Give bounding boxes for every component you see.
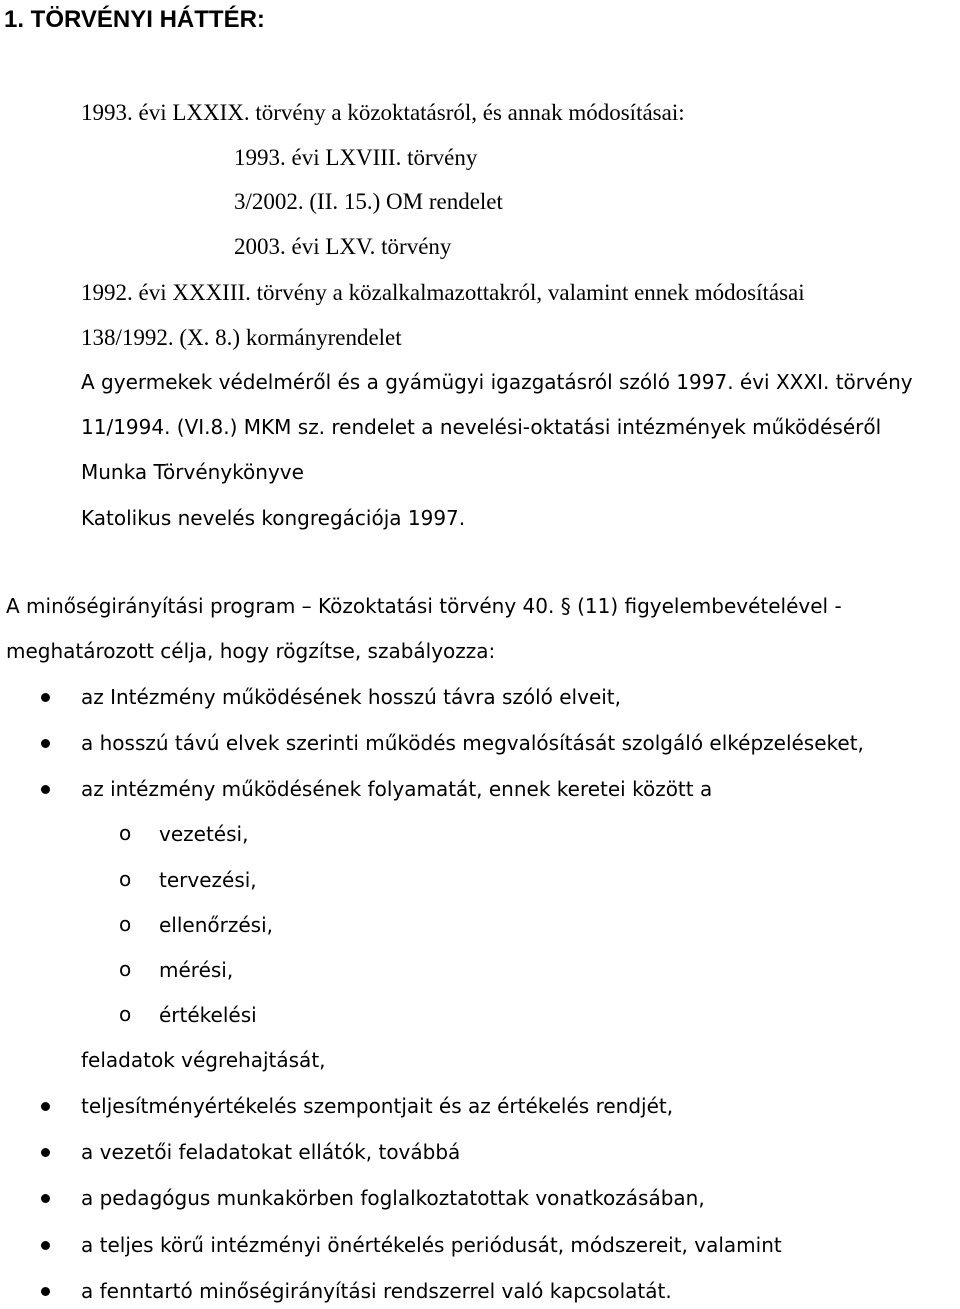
law-sub-item: 1993. évi LXVIII. törvény [234,145,478,170]
circle-bullet-icon: o [119,1002,132,1026]
section-heading: 1. TÖRVÉNYI HÁTTÉR: [4,6,265,33]
law-item-6: Munka Törvénykönyve [81,460,304,484]
law-item-4: A gyermekek védelméről és a gyámügyi igazgatásról szóló 1997. évi XXXI. törvény [81,370,913,394]
law-item-5: 11/1994. (VI.8.) MKM sz. rendelet a nevelési-oktatási intézmények működéséről [81,415,882,439]
bullet-icon [41,785,50,794]
list-item: a fenntartó minőségirányítási rendszerrel való kapcsolatát. [81,1279,672,1303]
sub-list-item: ellenőrzési, [159,913,273,937]
list-item: az intézmény működésének folyamatát, ennek keretei között a [81,777,713,801]
circle-bullet-icon: o [119,867,132,891]
list-item: teljesítményértékelés szempontjait és az értékelés rendjét, [81,1094,674,1118]
law-item-2: 1992. évi XXXIII. törvény a közalkalmazottakról, valamint ennek módosításai [81,280,805,305]
bullet-icon [41,1102,50,1111]
law-item-1: 1993. évi LXXIX. törvény a közoktatásról, és annak módosításai: [81,100,685,125]
circle-bullet-icon: o [119,957,132,981]
sub-list-item: tervezési, [159,868,257,892]
law-sub-item: 2003. évi LXV. törvény [234,234,452,259]
bullet-icon [41,1287,50,1296]
program-intro-line-2: meghatározott célja, hogy rögzítse, szabályozza: [6,639,496,663]
list-item: az Intézmény működésének hosszú távra szóló elveit, [81,685,622,709]
law-item-3: 138/1992. (X. 8.) kormányrendelet [81,325,402,350]
circle-bullet-icon: o [119,912,132,936]
list-item: a pedagógus munkakörben foglalkoztatottak vonatkozásában, [81,1186,705,1210]
sub-list-item: mérési, [159,958,234,982]
circle-bullet-icon: o [119,821,132,845]
bullet-icon [41,693,50,702]
bullet-icon [41,1194,50,1203]
continuation-text: feladatok végrehajtását, [81,1048,326,1072]
program-intro-line-1: A minőségirányítási program – Közoktatási törvény 40. § (11) figyelembevételével - [6,594,842,618]
bullet-icon [41,739,50,748]
sub-list-item: vezetési, [159,822,249,846]
law-item-7: Katolikus nevelés kongregációja 1997. [81,506,466,530]
law-sub-item: 3/2002. (II. 15.) OM rendelet [234,189,503,214]
sub-list-item: értékelési [159,1003,257,1027]
list-item: a hosszú távú elvek szerinti működés megvalósítását szolgáló elképzeléseket, [81,731,864,755]
list-item: a vezetői feladatokat ellátók, továbbá [81,1140,461,1164]
list-item: a teljes körű intézményi önértékelés periódusát, módszereit, valamint [81,1233,782,1257]
bullet-icon [41,1241,50,1250]
bullet-icon [41,1148,50,1157]
